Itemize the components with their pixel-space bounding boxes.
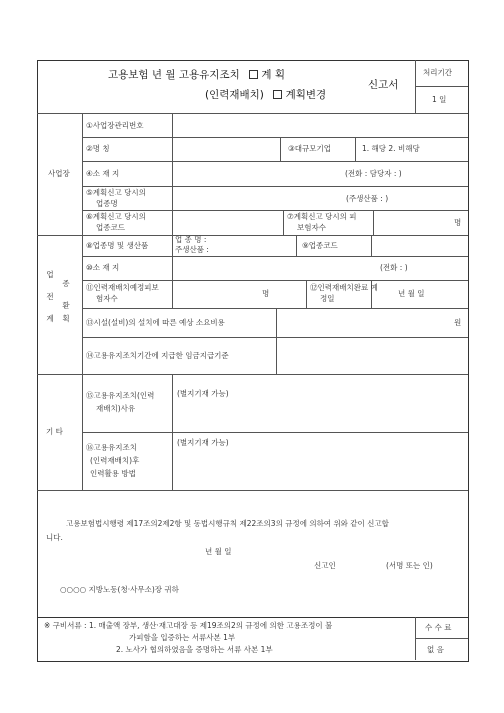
large-company-label: ③대규모기업 xyxy=(288,144,331,153)
utilization-attachment-note[interactable]: (별지기재 가능) xyxy=(177,438,229,447)
code-at-plan-line2: 업종코드 xyxy=(96,223,125,232)
industry-code-label: ⑨업종코드 xyxy=(302,241,338,250)
industry-product-label: ⑧업종명 및 생산품 xyxy=(86,241,149,250)
industry-at-plan-label xyxy=(86,187,146,209)
facility-cost-label: ⑬시설(설비)의 설치에 따른 예상 소요비용 xyxy=(86,318,225,327)
change-label: 계획변경 xyxy=(285,89,327,101)
utilization-line3: 인력활용 방법 xyxy=(90,469,136,478)
fee-value: 없 음 xyxy=(427,645,444,654)
form-title-line2 xyxy=(205,89,326,102)
other-section-label: 기 타 xyxy=(46,427,63,436)
utilization-line2: (인력재배치)후 xyxy=(90,456,140,465)
planned-insured-line1: ⑪인력재배치예정피보 xyxy=(86,283,159,292)
required-docs-line3: 2. 노사가 협의하였음을 증명하는 서류 사본 1부 xyxy=(116,645,273,654)
transfer-address-label: ⑩소 재 지 xyxy=(86,263,120,272)
reporter-label: 신고인 xyxy=(314,561,336,570)
completion-date-units[interactable]: 년 월 일 xyxy=(398,289,425,298)
completion-date-line2: 정일 xyxy=(320,294,335,303)
transfer-char-2: 종 xyxy=(62,279,70,288)
title-sub: (인력재배치) xyxy=(205,89,264,101)
insured-at-plan-line2: 보험자수 xyxy=(297,223,326,232)
statement-line1: 고용보험법시행령 제17조의2제2항 및 동법시행규칙 제22조의3의 규정에 의하여 위와 같이 신고합 xyxy=(66,519,389,528)
transfer-char-3: 전 xyxy=(46,292,54,301)
industry-at-plan-line2: 업종명 xyxy=(96,199,118,208)
code-at-plan-line1: ⑥계획신고 당시의 xyxy=(86,212,146,221)
transfer-char-1: 업 xyxy=(46,270,54,279)
processing-period-label: 처리기간 xyxy=(423,68,452,77)
addressee: ○○○○ 지방노동(청·사무소)장 귀하 xyxy=(60,585,179,594)
change-checkbox[interactable] xyxy=(273,90,282,99)
reason-line2: 재배치)사유 xyxy=(96,404,136,413)
wage-basis-label: ⑭고용유지조치기간에 지급한 임금지급기준 xyxy=(86,351,229,360)
required-docs-line1: ※ 구비서류 : 1. 매출액 장부, 생산·재고대장 등 제19조의2의 규정에 의한 고용조정이 불 xyxy=(44,621,333,630)
wage-basis-field[interactable] xyxy=(278,339,466,372)
address-phone[interactable]: (전화 : 담당자 : ) xyxy=(345,169,402,178)
transfer-char-5: 계 xyxy=(46,314,54,323)
required-docs-line2: 가피함을 입증하는 서류사본 1부 xyxy=(129,633,236,642)
planned-insured-line2: 험자수 xyxy=(96,294,118,303)
plan-checkbox[interactable] xyxy=(249,70,258,79)
industry-name-label: 업 종 명 : xyxy=(175,235,207,244)
title-main: 고용보험 년 월 고용유지조치 xyxy=(108,69,240,81)
mgmt-no-label: ①사업장관리번호 xyxy=(86,121,144,130)
industry-at-plan-line1: ⑤계획신고 당시의 xyxy=(86,188,146,197)
transfer-char-4: 환 xyxy=(62,301,70,310)
reason-attachment-note[interactable]: (별지기재 가능) xyxy=(177,389,229,398)
completion-date-label xyxy=(310,282,378,304)
planned-persons-unit: 명 xyxy=(262,289,270,298)
main-product-field[interactable]: (주생산품 : ) xyxy=(346,194,389,203)
plan-label: 계 획 xyxy=(261,69,286,81)
utilization-label xyxy=(86,441,139,480)
declaration-date[interactable]: 년 월 일 xyxy=(205,547,232,556)
business-section-label: 사업장 xyxy=(48,169,70,178)
processing-period-value: 1 일 xyxy=(432,95,447,104)
report-label: 신고서 xyxy=(368,79,399,91)
mgmt-no-field[interactable] xyxy=(174,115,466,135)
reason-line1: ⑮고용유지조치(인력 xyxy=(86,391,155,400)
industry-code-field[interactable] xyxy=(373,237,466,254)
insured-at-plan-label xyxy=(287,211,356,233)
utilization-line1: ⑯고용유지조치 xyxy=(86,443,137,452)
transfer-address-phone[interactable]: (전화 : ) xyxy=(380,263,408,272)
code-at-plan-label xyxy=(86,211,146,233)
completion-date-line1: ⑫인력재배치완료 예 xyxy=(310,283,378,292)
address-label: ④소 재 지 xyxy=(86,169,120,178)
planned-insured-label xyxy=(86,282,159,304)
industry-product-values[interactable] xyxy=(175,235,209,255)
fee-label: 수 수 료 xyxy=(425,623,452,632)
product-name-label: 주생산품 : xyxy=(175,245,209,254)
name-label: ②명 칭 xyxy=(86,144,110,153)
code-at-plan-field[interactable] xyxy=(174,212,281,233)
transfer-char-6: 획 xyxy=(62,314,70,323)
signature-label[interactable]: (서명 또는 인) xyxy=(386,561,433,570)
form-title-line1 xyxy=(108,69,285,82)
large-company-options[interactable]: 1. 해당 2. 비해당 xyxy=(362,144,420,153)
won-unit: 원 xyxy=(454,318,462,327)
reason-label xyxy=(86,389,154,415)
insured-persons-unit: 명 xyxy=(454,218,462,227)
name-field[interactable] xyxy=(174,139,278,159)
statement-line2: 니다. xyxy=(46,533,63,542)
insured-at-plan-line1: ⑦계획신고 당시의 피 xyxy=(287,212,357,221)
